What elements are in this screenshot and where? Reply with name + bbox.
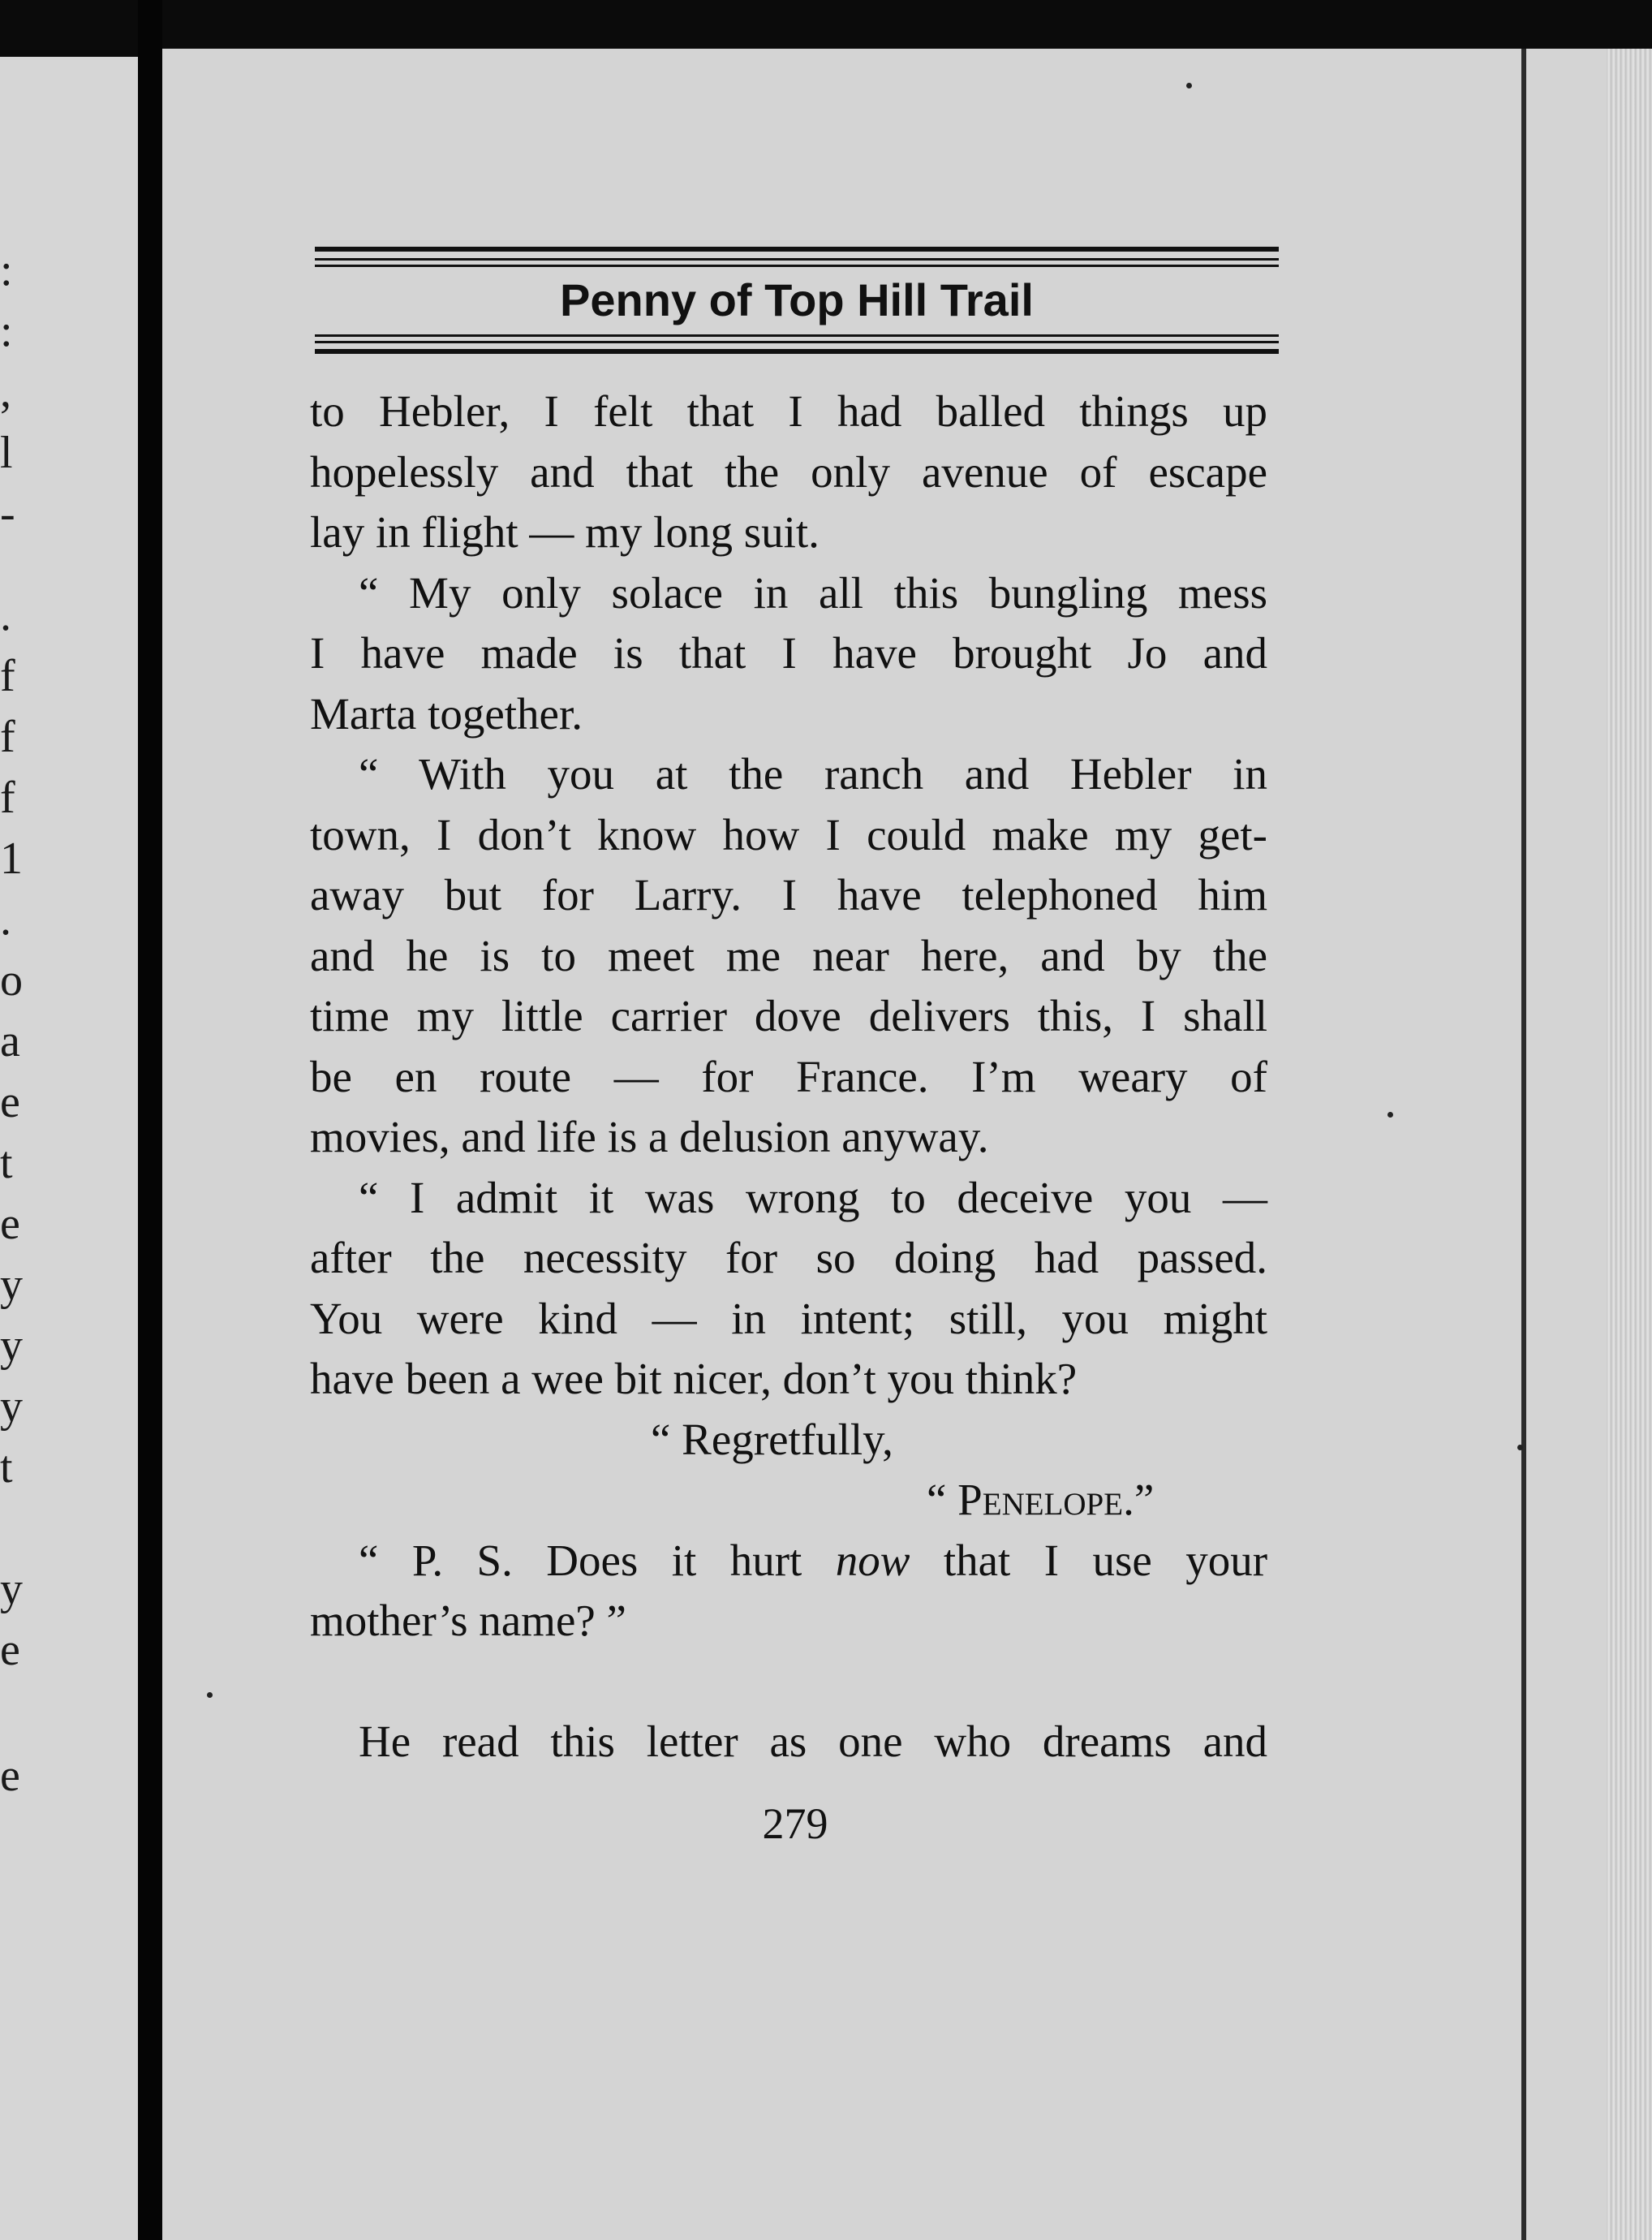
facing-page-fragment: f — [0, 651, 15, 701]
text-line: have been a wee bit nicer, don’t you think? — [310, 1354, 1078, 1403]
page-edge-line — [1521, 49, 1526, 2240]
text-line: away but for Larry. I have telephoned him — [310, 870, 1267, 920]
signature-open-quote: “ — [927, 1475, 958, 1524]
scan-speck — [207, 1692, 213, 1698]
text-line: time my little carrier dove delivers this, I shall — [310, 991, 1267, 1040]
facing-page-fragment: a — [0, 1016, 20, 1066]
postscript-text: “ P. S. Does it hurt — [359, 1535, 836, 1585]
facing-page-fragment: y — [0, 1564, 23, 1614]
text-line: I have made is that I have brought Jo and — [310, 628, 1267, 678]
scan-speck — [1387, 1112, 1393, 1118]
facing-page-edge — [0, 57, 138, 2240]
page-number: 279 — [762, 1799, 828, 1848]
text-line: “ I admit it was wrong to deceive you — — [359, 1172, 1267, 1222]
scan-speck — [1186, 83, 1192, 88]
header-rule-top-thick — [315, 247, 1279, 252]
letter-signature: Penelope. — [957, 1475, 1134, 1524]
letter-signature-line — [310, 1470, 1267, 1531]
text-line: He read this letter as one who dreams and — [359, 1717, 1267, 1766]
paragraph-gap — [310, 1652, 1267, 1712]
header-rule-bottom-thin — [315, 334, 1279, 337]
text-line: after the necessity for so doing had passed. — [310, 1233, 1267, 1282]
letter-closing: “ Regretfully, — [651, 1414, 893, 1464]
text-line: movies, and life is a delusion anyway. — [310, 1112, 989, 1161]
text-line: You were kind — in intent; still, you might — [310, 1293, 1267, 1343]
text-line: and he is to meet me near here, and by the — [310, 930, 1267, 980]
text-line: hopelessly and that the only avenue of escape — [310, 446, 1267, 497]
facing-page-fragment: t — [0, 1138, 13, 1188]
postscript-text: that I use your — [910, 1535, 1268, 1585]
postscript-line — [310, 1531, 1267, 1592]
page-stack-edge — [1607, 49, 1652, 2240]
page-body-text — [310, 381, 1267, 1773]
header-rule-bottom-thin — [315, 341, 1279, 343]
facing-page-fragment: o — [0, 955, 23, 1006]
text-line: to Hebler, I felt that I had balled things up — [310, 386, 1267, 436]
text-line: “ My only solace in all this bungling mess — [359, 567, 1267, 618]
running-header-title: Penny of Top Hill Trail — [560, 274, 1034, 325]
postscript-line: mother’s name? ” — [310, 1596, 626, 1645]
signature-close-quote: ” — [1134, 1475, 1155, 1524]
facing-page-fragment: e — [0, 1077, 20, 1127]
postscript-emphasis: now — [835, 1535, 910, 1585]
facing-page-fragment: f — [0, 712, 15, 762]
facing-page-fragment: e — [0, 1625, 20, 1675]
facing-page-fragment: : — [0, 306, 13, 356]
facing-page-fragment: y — [0, 1320, 23, 1371]
facing-page-fragment: t — [0, 1442, 13, 1493]
facing-page-fragment: f — [0, 773, 15, 823]
facing-page-fragment: 1 — [0, 834, 23, 884]
scan-speck — [1517, 1445, 1523, 1450]
facing-page-fragment: : — [0, 245, 13, 295]
text-line: be en route — for France. I’m weary of — [310, 1051, 1267, 1101]
facing-page-fragment: e — [0, 1199, 20, 1249]
facing-page-fragment: , — [0, 367, 11, 417]
facing-page-fragment: y — [0, 1381, 23, 1432]
text-line: lay in flight — my long suit. — [310, 507, 820, 557]
facing-page-fragment: l — [0, 428, 13, 478]
header-rule-bottom-thick — [315, 349, 1279, 354]
text-line: “ With you at the ranch and Hebler in — [359, 749, 1267, 799]
text-line: town, I don’t know how I could make my get- — [310, 809, 1267, 859]
facing-page-fragment: y — [0, 1260, 23, 1310]
book-gutter — [138, 0, 162, 2240]
facing-page-fragment: . — [0, 590, 11, 640]
facing-page-fragment: e — [0, 1751, 20, 1801]
facing-page-fragment: - — [0, 489, 15, 539]
facing-page-fragment: . — [0, 894, 11, 945]
text-line: Marta together. — [310, 688, 583, 739]
header-rule-top-thin — [315, 258, 1279, 261]
